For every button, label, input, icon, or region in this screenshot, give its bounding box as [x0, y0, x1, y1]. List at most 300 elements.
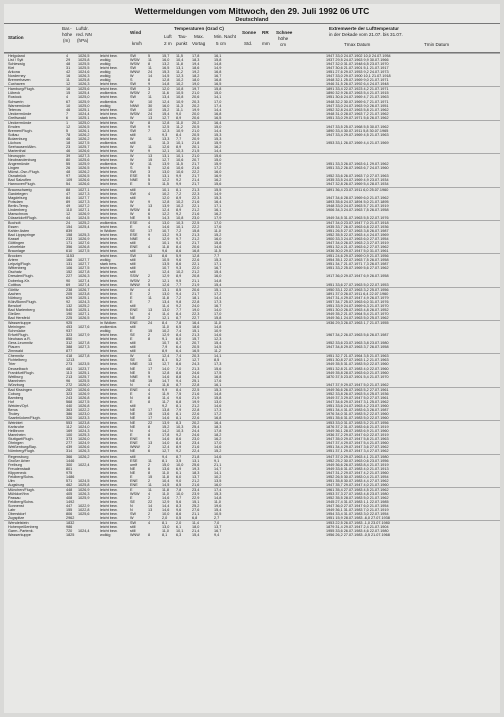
wind-direction: N — [130, 395, 133, 400]
air-temp: 13,1 — [162, 154, 170, 159]
station-pressure: 1027,3 — [78, 154, 90, 159]
wind-speed: 4 — [148, 191, 151, 196]
wind-speed: 7 — [148, 299, 151, 304]
min-temp: 16,2 — [214, 211, 222, 216]
wind-direction: NE — [130, 315, 136, 320]
max-temp: 21,6 — [192, 482, 200, 487]
air-temp: 2,0 — [162, 516, 168, 521]
station-pressure: 1025,1 — [78, 307, 90, 312]
air-temp: 8,1 — [162, 533, 168, 538]
min-temp: 17,8 — [214, 429, 222, 434]
wind-speed: 15 — [148, 412, 153, 417]
station-name: Braunlage — [8, 249, 26, 254]
wind-speed: 5 — [148, 178, 151, 183]
station-weather: stark bew. — [100, 115, 117, 120]
station-pressure: 1025,1 — [78, 295, 90, 300]
max-temp: 25,4 — [192, 425, 200, 430]
min-temp: 15,4 — [214, 270, 222, 275]
station-name: Gießen — [8, 311, 21, 316]
air-temp: 13,4 — [162, 299, 170, 304]
air-temp: 10,7 — [162, 341, 170, 346]
page-subtitle: Deutschland — [235, 17, 269, 23]
station-name: Zugspitze — [8, 516, 25, 521]
max-temp: 15,4 — [192, 533, 200, 538]
wind-speed: 13 — [148, 115, 153, 120]
extreme-values: 1957 34,7 25.07.1963 6,0 31.07.1976 — [326, 299, 389, 304]
min-temp: 16,7 — [214, 74, 222, 79]
wind-direction: W — [130, 203, 134, 208]
station-name: Kahler Asten — [8, 228, 30, 233]
station-pressure: 1025,9 — [78, 99, 90, 104]
min-temp: 15,9 — [214, 162, 222, 167]
wind-direction: still — [130, 140, 136, 145]
station-height: 205 — [66, 291, 73, 296]
station-name: Marienthal — [8, 149, 26, 154]
air-temp: 12,9 — [162, 274, 170, 279]
station-name: Oschatz — [8, 270, 22, 275]
wind-speed: 4 — [148, 491, 151, 496]
station-weather: leicht bew. — [100, 425, 118, 430]
air-temp: 12,4 — [162, 354, 170, 359]
wind-direction: E — [130, 295, 133, 300]
station-name: Ulm — [8, 478, 15, 483]
station-name: Mannheim — [8, 378, 26, 383]
dew-point: 11,5 — [176, 162, 184, 167]
max-temp: 22,8 — [192, 407, 200, 412]
wind-direction: ENE — [130, 387, 138, 392]
min-temp: 16,8 — [214, 374, 222, 379]
station-pressure: 1024,6 — [78, 70, 90, 75]
wind-direction: still — [130, 525, 136, 530]
dew-point: 11,3 — [176, 103, 184, 108]
dew-point: 7,2 — [176, 228, 182, 233]
wind-direction: SW — [130, 521, 137, 526]
wind-direction: NE — [130, 412, 136, 417]
station-height: 440 — [66, 403, 73, 408]
station-pressure: 1027,8 — [78, 270, 90, 275]
station-name: Heilbronn — [8, 429, 25, 434]
max-temp: 21,6 — [192, 391, 200, 396]
max-temp: 21,6 — [192, 445, 200, 450]
dew-point: 6,3 — [176, 533, 182, 538]
extreme-values: 1947 31,2 29.07.1947 4,2 21.07.1960 — [326, 470, 389, 475]
wind-speed: 24 — [148, 321, 153, 325]
wind-speed: 4 — [148, 429, 151, 434]
dew-point: 10,1 — [176, 529, 184, 534]
min-temp: 17,0 — [214, 441, 222, 446]
station-height: 1825 — [66, 533, 75, 538]
station-weather: leicht bew. — [100, 437, 118, 442]
wind-direction: W — [130, 120, 134, 125]
extreme-values: 1949 36,1 31.07.1983 7,0 21.07.1919 — [326, 508, 389, 513]
station-height: 97 — [66, 174, 71, 179]
air-temp: 15,7 — [162, 54, 170, 58]
air-temp: 12,7 — [162, 362, 170, 367]
min-temp: 17,4 — [214, 487, 222, 492]
wind-speed: 13 — [148, 362, 153, 367]
header-max: Max. — [194, 34, 204, 39]
dew-point: 8,9 — [176, 207, 182, 212]
min-temp: 13,7 — [214, 525, 222, 530]
dew-point: 3,5 — [176, 458, 182, 463]
max-temp: 21,2 — [192, 237, 200, 242]
min-temp: 15,8 — [214, 315, 222, 320]
min-temp: 17,2 — [214, 166, 222, 171]
extreme-values: 1947 35,7 29.07.1947 4,0 21.07.1960 — [326, 482, 389, 487]
station-height: 12 — [66, 211, 71, 216]
wind-direction: ENE — [130, 441, 138, 446]
extreme-values: 1953 33,1 26.07.1969 4,4 21.07.1969 — [326, 140, 389, 145]
wind-direction: SW — [130, 66, 137, 71]
min-temp: 15,4 — [214, 282, 222, 287]
air-temp: 11,8 — [162, 245, 170, 250]
station-height: 388 — [66, 345, 73, 350]
air-temp: 9,1 — [162, 337, 168, 342]
wind-speed: 10 — [148, 99, 153, 104]
min-temp: 9,4 — [214, 533, 220, 538]
header-bar: Bar.- — [62, 26, 72, 31]
station-pressure: 1023,3 — [78, 416, 90, 421]
wind-direction: NE — [130, 449, 136, 454]
extreme-values: 1879 31,4 29.07.1947 2,4 21.07.1904 — [326, 525, 389, 530]
wind-direction: still — [130, 266, 136, 271]
station-pressure: 1025,3 — [78, 433, 90, 438]
max-temp: 22,8 — [192, 382, 200, 387]
min-temp: 14,1 — [214, 354, 222, 359]
extreme-values: 1951 34,4 29.07.1947 3,6 27.07.1962 — [326, 445, 389, 450]
max-temp: 22,3 — [192, 191, 200, 196]
dew-point: 10,2 — [176, 82, 184, 87]
extreme-values: 1952 35,5 22.07.1963 4,4 24.07.1969 — [326, 233, 389, 238]
station-name: Trier — [8, 362, 16, 367]
wind-speed: 8 — [148, 425, 151, 430]
wind-speed: 15 — [148, 378, 153, 383]
station-height: 610 — [66, 249, 73, 254]
station-pressure: 1022,9 — [78, 504, 90, 509]
wind-speed: 3 — [148, 170, 151, 175]
station-height: 227 — [66, 274, 73, 279]
station-name: Neuruppin — [8, 154, 26, 159]
air-temp: 11,7 — [162, 399, 170, 404]
station-name: Neubrandenburg — [8, 158, 37, 163]
station-height: 373 — [66, 437, 73, 442]
station-name: List / Sylt — [8, 58, 24, 63]
header-5cm: 5 cm — [216, 41, 226, 46]
max-temp: 21,7 — [192, 174, 200, 179]
dew-point: 10,1 — [176, 224, 184, 229]
extreme-values: 1953 37,3 27.07.1983 4,8 23.07.1980 — [326, 491, 389, 496]
air-temp: 14,6 — [162, 374, 170, 379]
station-weather: wolkig — [100, 78, 111, 83]
max-temp: 20,5 — [192, 124, 200, 129]
min-temp: 14,8 — [214, 278, 222, 283]
wind-speed: 17 — [148, 416, 153, 421]
min-temp: 11,0 — [214, 321, 222, 325]
wind-direction: ESE — [130, 174, 138, 179]
station-weather: leicht bew. — [100, 66, 118, 71]
station-weather: leicht bew. — [100, 358, 118, 363]
station-pressure: 1025,8 — [78, 58, 90, 63]
wind-direction: still — [130, 454, 136, 459]
station-height: 48 — [66, 170, 71, 175]
station-height: 839 — [66, 228, 73, 233]
wind-direction: E — [130, 337, 133, 342]
station-pressure: 1023,5 — [78, 362, 90, 367]
station-weather: wolkig — [100, 70, 111, 75]
max-temp: 21,2 — [192, 207, 200, 212]
air-temp: 11,6 — [162, 91, 170, 96]
station-weather: leicht bew. — [100, 333, 118, 338]
dew-point: 6,0 — [176, 474, 182, 479]
dew-point: 9,5 — [176, 278, 182, 283]
station-pressure: 1023,0 — [78, 412, 90, 417]
wind-speed: 8 — [148, 120, 151, 125]
air-temp: 13,5 — [162, 262, 170, 267]
station-name: Weißenburg/Bay. — [8, 445, 37, 450]
station-height: 155 — [66, 508, 73, 513]
wind-direction: E — [130, 487, 133, 492]
max-temp: 21,0 — [192, 154, 200, 159]
wind-direction: SW — [130, 124, 137, 129]
station-name: Klippeneck — [8, 470, 27, 475]
dew-point: 9,2 — [176, 433, 182, 438]
air-temp: 12,4 — [162, 207, 170, 212]
wind-speed: 4 — [148, 237, 151, 242]
station-weather: wolkig — [100, 533, 111, 538]
station-name: Manschnow — [8, 211, 29, 216]
dew-point: 9,6 — [176, 258, 182, 263]
min-temp: 14,8 — [214, 495, 222, 500]
min-temp: 15,6 — [214, 154, 222, 159]
station-height: 363 — [66, 407, 73, 412]
max-temp: 18,6 — [192, 325, 200, 330]
min-temp: 14,5 — [214, 345, 222, 350]
max-temp: 21,8 — [192, 140, 200, 145]
station-height: 571 — [66, 478, 73, 483]
min-temp: 10,5 — [214, 512, 222, 517]
station-pressure: 1027,4 — [78, 278, 90, 283]
station-name: Weinbiet — [8, 421, 23, 426]
station-weather: leicht bew. — [100, 166, 118, 171]
station-height: 806 — [66, 512, 73, 517]
station-height: 113 — [66, 370, 72, 375]
table-row — [4, 533, 500, 537]
station-height: 84 — [66, 195, 71, 200]
min-temp: 10,2 — [214, 474, 222, 479]
max-temp: 24,6 — [192, 370, 200, 375]
wind-speed: 11 — [148, 458, 152, 463]
station-name: Gardelegen — [8, 191, 28, 196]
station-height: 545 — [66, 307, 73, 312]
dew-point: 9,6 — [176, 395, 182, 400]
header-nacht: Nacht — [224, 34, 237, 39]
station-name: Frankfurt/Flugh. — [8, 370, 35, 375]
station-weather: leicht bew. — [100, 466, 118, 471]
extreme-values: 1936 29,3 26.07.1963 1,7 21.07.1955 — [326, 321, 389, 325]
station-weather: leicht bew. — [100, 215, 118, 220]
min-temp: 17,0 — [214, 311, 222, 316]
extreme-values: 1935 33,7 26.07.1963 6,8 22.07.1936 — [326, 224, 389, 229]
station-height: 1446 — [66, 458, 75, 463]
station-name: Lindenberg — [8, 207, 27, 212]
station-weather: leicht bew. — [100, 387, 118, 392]
station-pressure: 1025,7 — [78, 145, 90, 150]
wind-speed: 2 — [148, 278, 151, 283]
station-name: Schwerin — [8, 99, 24, 104]
wind-direction: NE — [130, 470, 136, 475]
wind-direction: NE — [130, 416, 136, 421]
header-2m: 2 m — [164, 41, 172, 46]
station-height: 31 — [66, 66, 71, 71]
dew-point: 9,3 — [176, 266, 182, 271]
wind-speed: 14 — [148, 504, 153, 509]
station-pressure: 1026,3 — [78, 74, 90, 79]
wind-direction: SW — [130, 128, 137, 133]
station-height: 46 — [66, 107, 71, 112]
station-pressure: 1025,8 — [78, 482, 90, 487]
dew-point: 8,7 — [176, 315, 182, 320]
air-temp: 13,0 — [162, 525, 170, 530]
extreme-values: 1951 35,6 31.07.1983 5,0 22.07.1960 — [326, 416, 389, 421]
wind-direction: NNW — [130, 103, 139, 108]
max-temp: 16,4 — [192, 321, 200, 325]
min-temp: 11,0 — [214, 500, 222, 505]
air-temp: 14,8 — [162, 82, 170, 87]
wind-direction: still — [130, 258, 136, 263]
wind-speed: 4 — [148, 382, 151, 387]
max-temp: 20,6 — [192, 245, 200, 250]
extreme-values: 1948 31,0 28.07.1963 7,2 21.07.1962 — [326, 111, 389, 116]
station-height: 925 — [66, 321, 73, 325]
station-height: 4 — [66, 95, 69, 100]
max-temp: 24,4 — [192, 374, 200, 379]
station-pressure: 1026,9 — [78, 237, 90, 242]
station-name: Bocholt — [8, 220, 21, 225]
station-weather: leicht bew. — [100, 403, 118, 408]
min-temp: 15,3 — [214, 136, 222, 141]
station-pressure: 1023,8 — [78, 291, 90, 296]
air-temp: 14,6 — [162, 437, 170, 442]
extreme-values: 1949 35,2 21.07.1964 5,4 21.07.1970 — [326, 311, 389, 316]
wind-direction: N — [130, 429, 133, 434]
station-pressure: 1026,9 — [78, 487, 90, 492]
station-name: Görlitz — [8, 287, 19, 292]
dew-point: 10,0 — [176, 462, 184, 467]
wind-speed: 13 — [148, 508, 153, 513]
wind-speed: 4 — [148, 354, 151, 359]
station-name: Nürburg — [8, 295, 22, 300]
dew-point: 8,6 — [176, 249, 182, 254]
extreme-values: 1947 33,5 25.07.1968 5,5 30.07.1962 — [326, 124, 389, 129]
wind-speed: 8 — [148, 433, 151, 438]
station-weather: stark bew. — [100, 262, 117, 267]
station-name: Emden — [8, 124, 20, 129]
station-pressure: 1026,5 — [78, 54, 90, 58]
wind-direction: still — [130, 132, 136, 137]
min-temp: 17,1 — [214, 203, 222, 208]
station-height: 720 — [66, 529, 73, 534]
max-temp: 21,8 — [192, 454, 200, 459]
station-weather: leicht bew. — [100, 378, 118, 383]
max-temp: 15,1 — [192, 500, 200, 505]
station-name: Coburg — [8, 391, 21, 396]
max-temp: 18,3 — [192, 58, 200, 63]
wind-direction: NE — [130, 378, 136, 383]
wind-speed: 8 — [148, 337, 151, 342]
extreme-values: 1951 33,9 24.07.1969 6,3 21.07.1970 — [326, 303, 389, 308]
extreme-values: 1949 34,5 31.07.1963 5,5 22.07.1976 — [326, 215, 389, 220]
dew-point: 11,5 — [176, 54, 184, 58]
min-temp: 15,0 — [214, 158, 222, 163]
max-temp: 21,9 — [192, 395, 200, 400]
station-name: Rostock — [8, 95, 22, 100]
station-weather: leicht bew. — [100, 362, 118, 367]
air-temp: 12,9 — [162, 500, 170, 505]
wind-speed: 8 — [148, 395, 151, 400]
header-temperaturen: Temperaturen (Grad C) — [174, 26, 224, 31]
air-temp: 12,9 — [162, 237, 170, 242]
wind-speed: 7 — [148, 516, 151, 521]
air-temp: 12,7 — [162, 158, 170, 163]
air-temp: 17,8 — [162, 433, 170, 438]
dew-point: 10,2 — [176, 203, 184, 208]
station-height: 154 — [66, 224, 73, 229]
station-height: 7 — [66, 111, 69, 116]
station-weather: wolkenlos — [100, 220, 117, 225]
max-temp: 20,8 — [192, 274, 200, 279]
station-height: 110 — [66, 207, 72, 212]
wind-direction: WNW — [130, 533, 140, 538]
station-name: Hamburg/Flugh. — [8, 87, 35, 92]
station-height: 10 — [66, 103, 71, 108]
station-height: 6 — [66, 115, 69, 120]
station-weather: leicht bew. — [100, 478, 118, 483]
air-temp: 15,2 — [162, 107, 170, 112]
air-temp: 11,9 — [162, 391, 170, 396]
max-temp: 20,6 — [192, 115, 200, 120]
dew-point: 9,3 — [176, 233, 182, 238]
extreme-values: 1951 33,6 27.07.1963 5,0 22.07.1953 — [326, 282, 389, 287]
station-weather: wolkig — [100, 62, 111, 67]
station-name: Stuttgart/Flugh. — [8, 437, 34, 442]
station-name: Lüchow — [8, 140, 21, 145]
station-pressure: 1022,2 — [78, 407, 90, 412]
station-height: 1832 — [66, 521, 75, 526]
max-temp: 20,0 — [192, 111, 200, 116]
wind-speed: 14 — [148, 74, 153, 79]
air-temp: 12,0 — [162, 195, 170, 200]
station-height: 405 — [66, 491, 73, 496]
extreme-values: 1947 34,0 23.07.1947 7,0 21.07.1918 — [326, 220, 389, 225]
station-weather: leicht bew. — [100, 278, 118, 283]
header-vortag: Vortag — [192, 41, 206, 46]
station-pressure: 1027,7 — [78, 195, 90, 200]
extreme-values: 1947 34,6 28.07.1969 6,0 21.07.1962 — [326, 195, 389, 200]
air-temp: 9,2 — [162, 403, 168, 408]
air-temp: 14,5 — [162, 74, 170, 79]
min-temp: 17,9 — [214, 215, 222, 220]
station-height: 88 — [66, 187, 71, 192]
station-name: Boizenburg — [8, 136, 27, 141]
station-pressure: 1025,1 — [78, 115, 90, 120]
station-pressure: 1026,3 — [78, 82, 90, 87]
wind-speed: 30 — [148, 103, 153, 108]
extreme-values: 1948 32,2 30.07.1969 6,7 21.07.1971 — [326, 99, 389, 104]
dew-point: 7,7 — [176, 495, 182, 500]
station-weather: leicht bew. — [100, 399, 118, 404]
wind-speed: 17 — [148, 366, 153, 371]
extreme-values: 1947 32,0 31.07.1948 6,5 23.07.1970 — [326, 62, 389, 67]
